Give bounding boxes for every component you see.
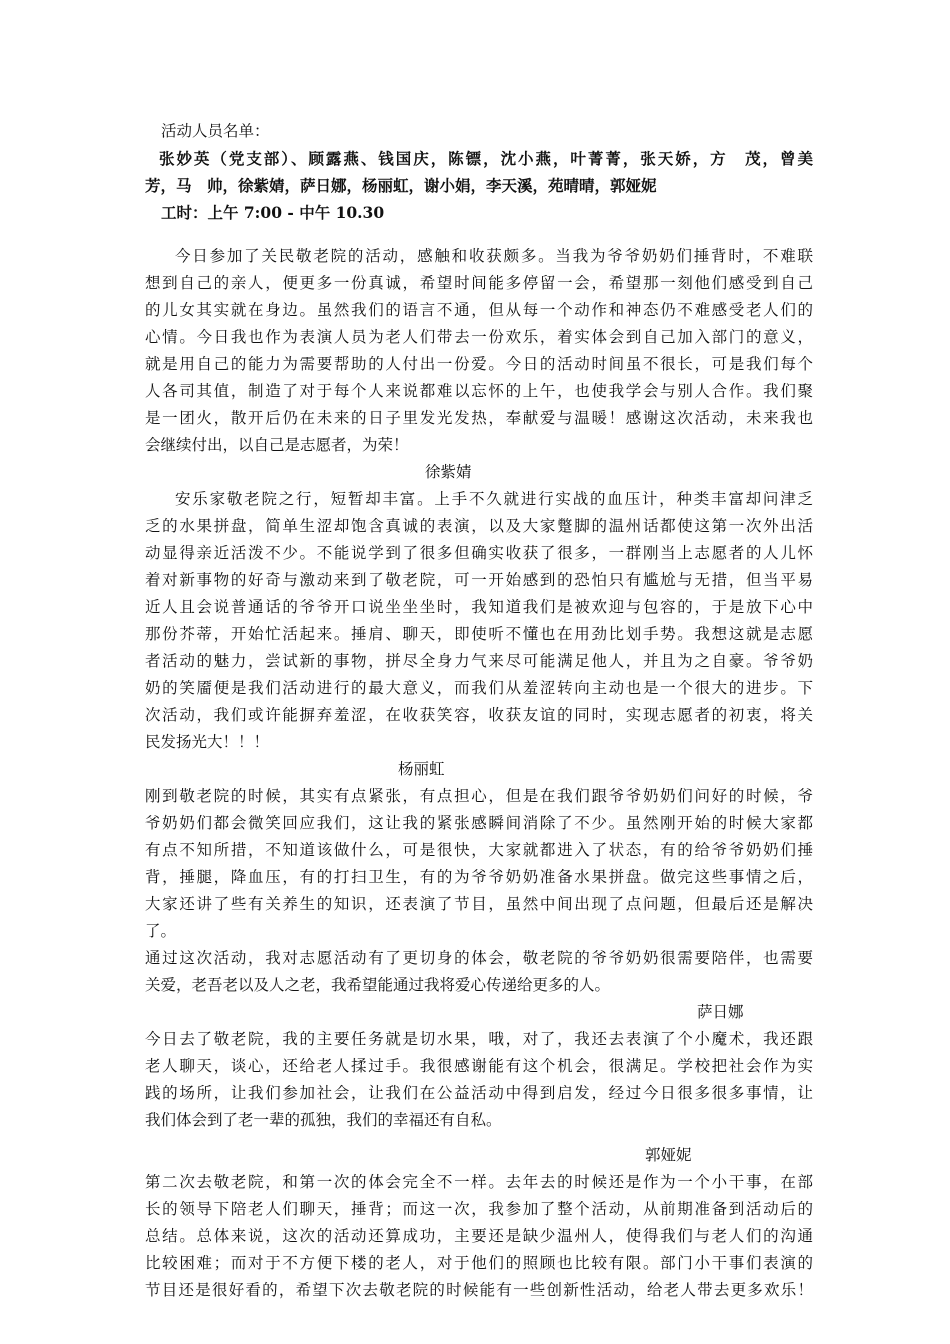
paragraph-line: 总结。总体来说，这次的活动还算成功，主要还是缺少温州人，使得我们与老人们的沟通 [145, 1227, 813, 1245]
paragraph-line: 动显得亲近活泼不少。不能说学到了很多但确实收获了很多，一群刚当上志愿者的人儿怀 [145, 544, 813, 562]
paragraph-line: 了。 [145, 922, 177, 940]
paragraph-line: 的儿女其实就在身边。虽然我们的语言不通，但从每一个动作和神态仍不难感受老人们的 [145, 301, 813, 319]
author-signature: 徐紫婧 [425, 463, 472, 481]
paragraph-line: 大家还讲了些有关养生的知识，还表演了节目，虽然中间出现了点问题，但最后还是解决 [145, 895, 813, 913]
paragraph-line: 民发扬光大！！！ [145, 733, 270, 751]
spacer [145, 226, 813, 243]
paragraph-line: 人各司其值，制造了对于每个人来说都难以忘怀的上午，也使我学会与别人合作。我们聚 [145, 382, 813, 400]
paragraph-line: 是一团火，散开后仍在未来的日子里发光发热，奉献爱与温暖！感谢这次活动，未来我也 [145, 409, 813, 427]
paragraph-line: 爷奶奶们都会微笑回应我们，这让我的紧张感瞬间消除了不少。虽然刚开始的时候大家都 [145, 814, 813, 832]
paragraph-line: 刚到敬老院的时候，其实有点紧张，有点担心，但是在我们跟爷爷奶奶们问好的时候，爷 [145, 787, 813, 805]
paragraph-line: 我们体会到了老一辈的孤独，我们的幸福还有自私。 [145, 1111, 502, 1129]
document-page [145, 118, 813, 1304]
paragraph-line: 想到自己的亲人，便更多一份真诚，希望时间能多停留一会，希望那一刻他们感受到自己 [145, 274, 813, 292]
paragraph-line: 奶的笑靥便是我们活动进行的最大意义，而我们从羞涩转向主动也是一个很大的进步。下 [145, 679, 813, 697]
roster-title: 活动人员名单： [161, 122, 270, 140]
paragraph-line: 通过这次活动，我对志愿活动有了更切身的体会，敬老院的爷爷奶奶很需要陪伴，也需要 [145, 949, 813, 967]
author-signature: 萨日娜 [697, 1003, 744, 1021]
paragraph-line: 节目还是很好看的，希望下次去敬老院的时候能有一些创新性活动，给老人带去更多欢乐！ [145, 1281, 813, 1299]
paragraph-line: 践的场所，让我们参加社会，让我们在公益活动中得到启发，经过今日很多很多事情，让 [145, 1084, 813, 1102]
paragraph-line: 安乐家敬老院之行，短暂却丰富。上手不久就进行实战的血压计，种类丰富却问津乏 [175, 490, 813, 508]
paragraph-line: 心情。今日我也作为表演人员为老人们带去一份欢乐，着实体会到自己加入部门的意义， [145, 328, 813, 346]
paragraph-line: 那份芥蒂，开始忙活起来。捶肩、聊天，即使听不懂也在用劲比划手势。我想这就是志愿 [145, 625, 813, 643]
paragraph-line: 关爱，老吾老以及人之老，我希望能通过我将爱心传递给更多的人。 [145, 976, 611, 994]
author-signature: 郭娅妮 [645, 1146, 692, 1164]
paragraph-line: 着对新事物的好奇与激动来到了敬老院，可一开始感到的恐怕只有尴尬与无措，但当平易 [145, 571, 813, 589]
paragraph-line: 会继续付出，以自己是志愿者，为荣！ [145, 436, 409, 454]
paragraph-line: 第二次去敬老院，和第一次的体会完全不一样。去年去的时候还是作为一个小干事，在部 [145, 1173, 813, 1191]
roster-line: 芳，马 帅，徐紫婧，萨日娜，杨丽虹，谢小娟，李天溪，苑晴晴，郭娅妮 [145, 176, 657, 195]
paragraph-line: 比较困难；而对于不方便下楼的老人，对于他们的照顾也比较有限。部门小干事们表演的 [145, 1254, 813, 1272]
paragraph-line: 今日去了敬老院，我的主要任务就是切水果，哦，对了，我还去表演了个小魔术，我还跟 [145, 1030, 813, 1048]
paragraph-line: 有点不知所措，不知道该做什么，可是很快，大家就都进入了状态，有的给爷爷奶奶们捶 [145, 841, 813, 859]
spacer [145, 1134, 813, 1142]
author-signature: 杨丽虹 [398, 760, 445, 778]
paragraph-line: 次活动，我们或许能摒弃羞涩，在收获笑容，收获友谊的同时，实现志愿者的初衷，将关 [145, 706, 813, 724]
paragraph-line: 近人且会说普通话的爷爷开口说坐坐坐时，我知道我们是被欢迎与包容的，于是放下心中 [145, 598, 813, 616]
paragraph-line: 背，捶腿，降血压，有的打扫卫生，有的为爷爷奶奶准备水果拼盘。做完这些事情之后， [145, 868, 813, 886]
paragraph-line: 乏的水果拼盘，简单生涩却饱含真诚的表演，以及大家蹩脚的温州话都使这第一次外出活 [145, 517, 813, 535]
work-time: 工时：上午 7:00 - 中午 10.30 [161, 203, 385, 222]
roster-line: 张妙英（党支部）、顾露燕、钱国庆，陈镖，沈小燕，叶菁菁，张天娇，方 茂，曾美 [159, 149, 813, 168]
paragraph-line: 者活动的魅力，尝试新的事物，拼尽全身力气来尽可能满足他人，并且为之自豪。爷爷奶 [145, 652, 813, 670]
paragraph-line: 长的领导下陪老人们聊天，捶背；而这一次，我参加了整个活动，从前期准备到活动后的 [145, 1200, 813, 1218]
paragraph-line: 今日参加了关民敬老院的活动，感触和收获颇多。当我为爷爷奶奶们捶背时，不难联 [175, 247, 813, 265]
paragraph-line: 老人聊天，谈心，还给老人揉过手。我很感谢能有这个机会，很满足。学校把社会作为实 [145, 1057, 813, 1075]
paragraph-line: 就是用自己的能力为需要帮助的人付出一份爱。今日的活动时间虽不很长，可是我们每个 [145, 355, 813, 373]
